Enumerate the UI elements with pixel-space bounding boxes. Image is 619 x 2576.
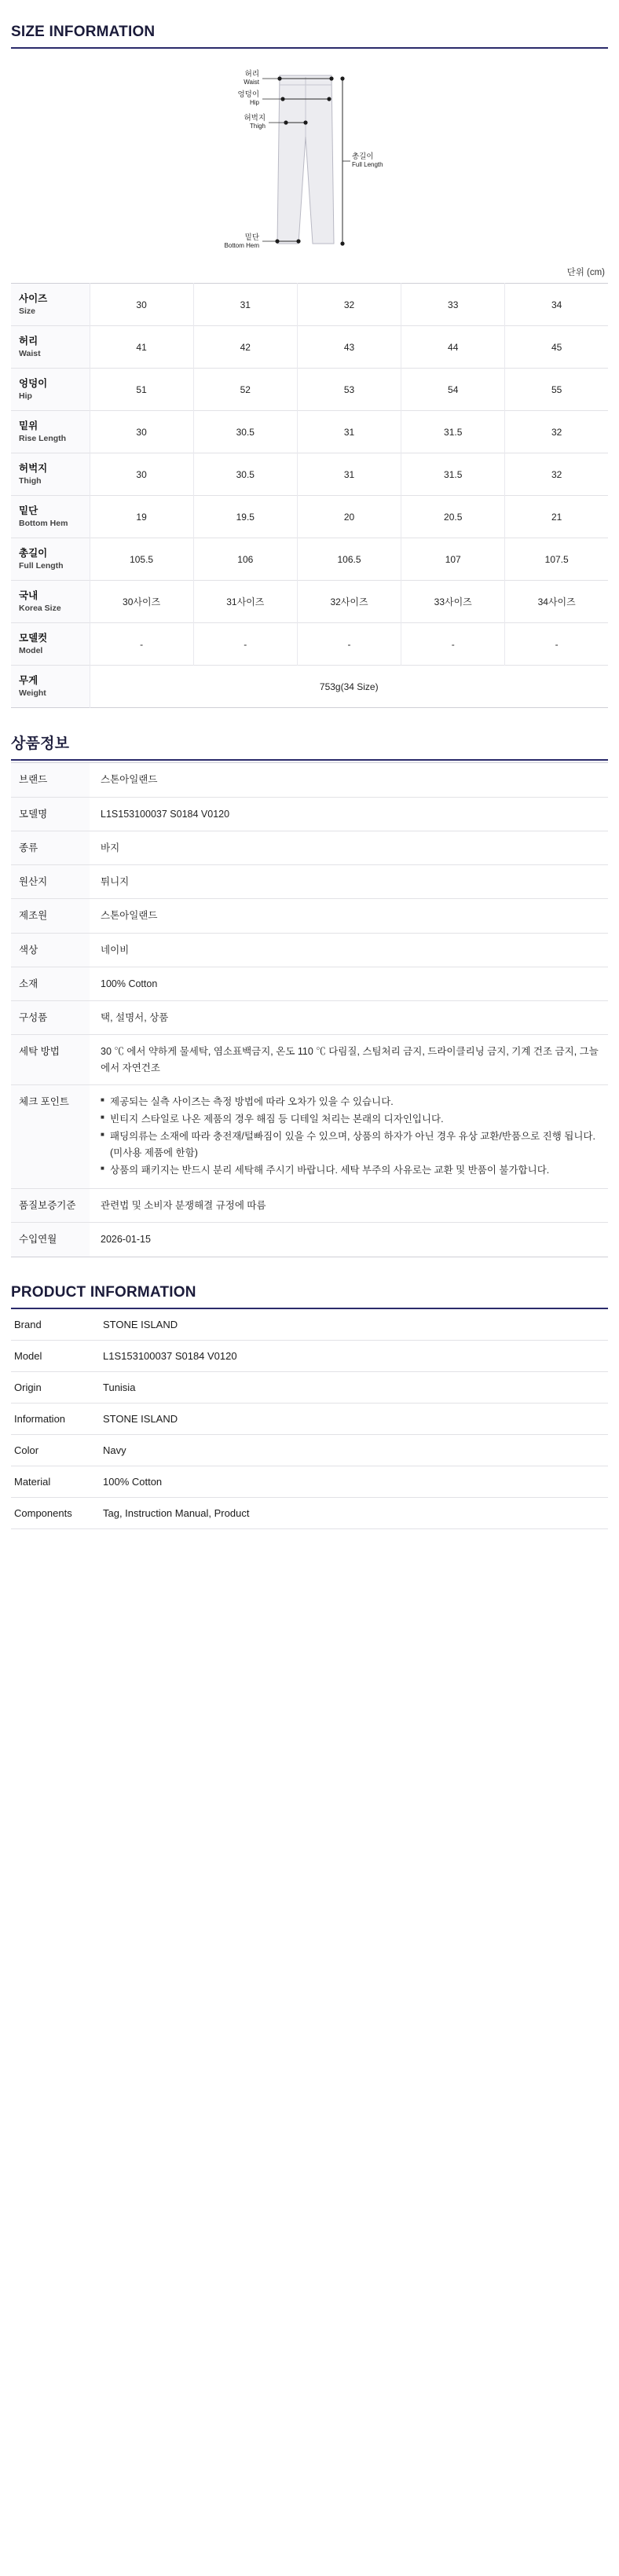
table-row — [11, 581, 608, 623]
info-value: 30 ℃ 에서 약하게 물세탁, 염소표백금지, 온도 110 ℃ 다림질, 스팀처리 금지, 드라이클리닝 금지, 기계 건조 금지, 그늘에서 자연건조 — [101, 1046, 599, 1073]
table-row — [11, 411, 608, 453]
cell: 54 — [401, 369, 505, 411]
cell: 55 — [505, 369, 608, 411]
row-label-en: Size — [19, 306, 36, 316]
pi-label: Material — [14, 1475, 51, 1488]
pi-label: Color — [14, 1444, 39, 1456]
info-label: 수입연월 — [11, 1223, 90, 1257]
cell: 45 — [505, 326, 608, 369]
info-label: 브랜드 — [11, 763, 90, 797]
cell: 34사이즈 — [505, 581, 608, 623]
row-label-ko: 밑단 — [19, 505, 38, 517]
table-row — [11, 1001, 608, 1035]
info-label: 소재 — [11, 967, 90, 1000]
pi-value: Navy — [103, 1444, 126, 1456]
pi-value: STONE ISLAND — [103, 1318, 178, 1330]
svg-text:총길이: 총길이 — [352, 152, 374, 161]
row-label-en: Rise Length — [19, 434, 67, 444]
cell: 19 — [90, 496, 193, 538]
cell: - — [401, 623, 505, 666]
table-row — [11, 933, 608, 967]
table-row-header — [11, 284, 608, 326]
cell: 30사이즈 — [90, 581, 193, 623]
product-information-title-en: PRODUCT INFORMATION — [11, 1283, 196, 1301]
svg-text:밑단: 밑단 — [244, 233, 259, 242]
pi-label: Information — [14, 1412, 66, 1425]
row-label-en: Bottom Hem — [19, 519, 68, 529]
row-header-rise-length — [11, 411, 90, 453]
cell: 53 — [297, 369, 401, 411]
info-value: 관련법 및 소비자 분쟁해결 규정에 따름 — [101, 1200, 266, 1212]
size-col-2: 32 — [297, 284, 401, 326]
svg-text:허벅지: 허벅지 — [244, 114, 266, 123]
row-header-thigh — [11, 453, 90, 496]
info-label: 구성품 — [11, 1001, 90, 1035]
table-row — [11, 763, 608, 797]
cell: - — [297, 623, 401, 666]
info-value: 네이비 — [101, 944, 130, 956]
table-row — [11, 1434, 608, 1466]
row-label-en: Waist — [19, 348, 41, 358]
svg-text:Thigh: Thigh — [249, 123, 266, 130]
pi-value: Tag, Instruction Manual, Product — [103, 1506, 250, 1519]
row-label-ko: 무게 — [19, 675, 38, 687]
row-header-weight — [11, 666, 90, 708]
cell: 31사이즈 — [193, 581, 297, 623]
pants-measurement-diagram — [11, 49, 608, 261]
cell: 32 — [505, 453, 608, 496]
row-header-bottom-hem — [11, 496, 90, 538]
svg-text:Full Length: Full Length — [352, 161, 383, 168]
row-header-waist — [11, 326, 90, 369]
table-row — [11, 831, 608, 864]
row-label-ko: 모델컷 — [19, 633, 48, 644]
table-row — [11, 1189, 608, 1223]
row-label-ko: 사이즈 — [19, 293, 48, 304]
info-value: 100% Cotton — [101, 978, 158, 989]
svg-text:Hip: Hip — [249, 99, 259, 106]
list-item: ■ 빈티지 스타일로 나온 제품의 경우 해짐 등 디테일 처리는 본래의 디자인입니다. — [101, 1111, 602, 1127]
cell: 52 — [193, 369, 297, 411]
row-header-korea-size — [11, 581, 90, 623]
cell: - — [193, 623, 297, 666]
info-label: 색상 — [11, 933, 90, 967]
row-label-ko: 허리 — [19, 336, 38, 347]
cell: 107.5 — [505, 538, 608, 581]
check-points-list — [101, 1094, 602, 1178]
info-value: 택, 설명서, 상품 — [101, 1012, 169, 1024]
table-row — [11, 1035, 608, 1085]
table-row — [11, 1223, 608, 1257]
pi-label: Components — [14, 1506, 72, 1519]
cell: 30.5 — [193, 411, 297, 453]
row-header-hip — [11, 369, 90, 411]
cell: 44 — [401, 326, 505, 369]
size-measurement-table — [11, 283, 608, 708]
table-row — [11, 1466, 608, 1497]
table-row — [11, 1371, 608, 1403]
table-row-weight — [11, 666, 608, 708]
row-label-en: Model — [19, 646, 43, 656]
row-label-en: Korea Size — [19, 604, 61, 614]
info-value: 바지 — [101, 842, 120, 853]
cell: 31 — [297, 453, 401, 496]
table-row — [11, 1309, 608, 1341]
row-label-ko: 엉덩이 — [19, 378, 48, 390]
info-label: 원산지 — [11, 865, 90, 899]
svg-text:Bottom Hem: Bottom Hem — [224, 242, 259, 249]
cell: 32사이즈 — [297, 581, 401, 623]
size-col-4: 34 — [505, 284, 608, 326]
product-information-table-en — [11, 1309, 608, 1529]
cell: 41 — [90, 326, 193, 369]
pants-diagram-svg — [145, 61, 474, 258]
pi-value: Tunisia — [103, 1381, 136, 1393]
table-row — [11, 865, 608, 899]
pi-value: L1S153100037 S0184 V0120 — [103, 1349, 237, 1362]
product-info-title-ko: 상품정보 — [11, 736, 70, 753]
weight-value: 753g(34 Size) — [90, 666, 608, 708]
cell: 30.5 — [193, 453, 297, 496]
table-row-check-points — [11, 1084, 608, 1188]
info-label: 체크 포인트 — [11, 1084, 90, 1188]
row-label-en: Full Length — [19, 561, 64, 571]
cell: 106.5 — [297, 538, 401, 581]
cell: 31.5 — [401, 453, 505, 496]
info-label: 품질보증기준 — [11, 1189, 90, 1223]
cell: 43 — [297, 326, 401, 369]
list-item: ■ 패딩의류는 소재에 따라 충전재/털빠짐이 있을 수 있으며, 상품의 하자가 아닌 경우 유상 교환/반품으로 진행 됩니다.(미사용 제품에 한함) — [101, 1128, 602, 1161]
info-value: 튀니지 — [101, 876, 130, 888]
pi-label: Model — [14, 1349, 42, 1362]
table-row — [11, 967, 608, 1000]
row-label-ko: 허벅지 — [19, 463, 48, 475]
row-label-ko: 밑위 — [19, 420, 38, 432]
row-header-full-length — [11, 538, 90, 581]
cell: 20 — [297, 496, 401, 538]
table-row — [11, 623, 608, 666]
cell: 30 — [90, 453, 193, 496]
cell: - — [90, 623, 193, 666]
info-value: 2026-01-15 — [101, 1234, 151, 1246]
product-info-divider — [11, 759, 608, 761]
info-label: 종류 — [11, 831, 90, 864]
row-label-en: Thigh — [19, 476, 42, 486]
row-label-ko: 국내 — [19, 590, 38, 602]
row-header-model — [11, 623, 90, 666]
cell: 31 — [297, 411, 401, 453]
row-label-en: Weight — [19, 688, 46, 699]
cell: 32 — [505, 411, 608, 453]
cell: 21 — [505, 496, 608, 538]
cell: - — [505, 623, 608, 666]
info-value: L1S153100037 S0184 V0120 — [101, 808, 230, 820]
info-label: 제조원 — [11, 899, 90, 933]
cell: 19.5 — [193, 496, 297, 538]
table-row — [11, 538, 608, 581]
table-row — [11, 1497, 608, 1528]
table-row — [11, 1403, 608, 1434]
cell: 106 — [193, 538, 297, 581]
pi-label: Origin — [14, 1381, 42, 1393]
table-row — [11, 899, 608, 933]
cell: 20.5 — [401, 496, 505, 538]
info-value: 스톤아일랜드 — [101, 774, 158, 786]
list-item: ■ 제공되는 실측 사이즈는 측정 방법에 따라 오차가 있을 수 있습니다. — [101, 1094, 602, 1110]
table-row — [11, 797, 608, 831]
cell: 105.5 — [90, 538, 193, 581]
pi-value: STONE ISLAND — [103, 1412, 178, 1425]
svg-text:허리: 허리 — [244, 70, 259, 79]
size-information-title: SIZE INFORMATION — [11, 24, 156, 40]
cell: 42 — [193, 326, 297, 369]
table-row — [11, 369, 608, 411]
list-item: ■ 상품의 패키지는 반드시 분리 세탁해 주시기 바랍니다. 세탁 부주의 사유로는 교환 및 반품이 불가합니다. — [101, 1162, 602, 1178]
svg-text:Waist: Waist — [244, 79, 259, 86]
info-value: 스톤아일랜드 — [101, 910, 158, 922]
table-row — [11, 496, 608, 538]
table-row — [11, 453, 608, 496]
info-label: 세탁 방법 — [11, 1035, 90, 1085]
svg-text:엉덩이: 엉덩이 — [237, 90, 259, 99]
product-info-table-ko — [11, 762, 608, 1257]
info-label: 모델명 — [11, 797, 90, 831]
size-col-1: 31 — [193, 284, 297, 326]
size-col-0: 30 — [90, 284, 193, 326]
cell: 107 — [401, 538, 505, 581]
table-row — [11, 326, 608, 369]
unit-note: 단위 (cm) — [566, 268, 605, 277]
row-label-en: Hip — [19, 391, 32, 401]
row-label-ko: 총길이 — [19, 548, 48, 560]
size-col-3: 33 — [401, 284, 505, 326]
row-header-size — [11, 284, 90, 326]
pi-value: 100% Cotton — [103, 1475, 163, 1488]
cell: 51 — [90, 369, 193, 411]
table-row — [11, 1340, 608, 1371]
check-points-value — [90, 1084, 608, 1188]
pi-label: Brand — [14, 1318, 42, 1330]
cell: 33사이즈 — [401, 581, 505, 623]
cell: 30 — [90, 411, 193, 453]
cell: 31.5 — [401, 411, 505, 453]
